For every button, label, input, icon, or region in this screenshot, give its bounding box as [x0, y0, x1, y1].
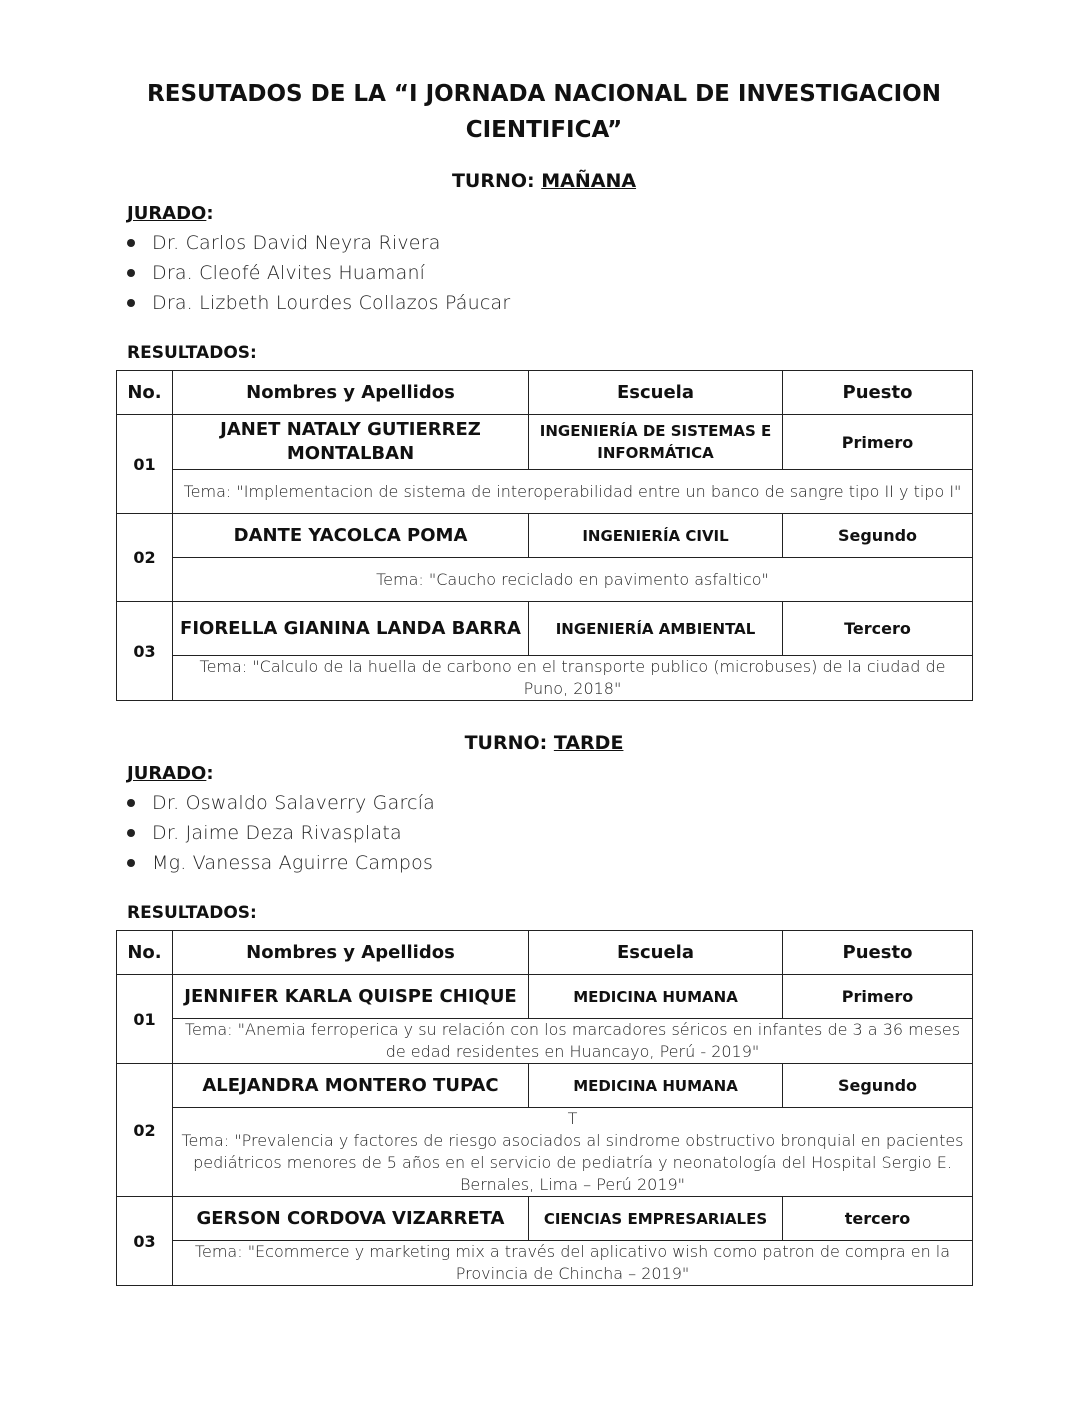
col-header-place: Puesto	[783, 931, 973, 975]
jurado-label: JURADO	[127, 763, 207, 784]
bullet-icon	[127, 269, 135, 277]
turno-tarde-heading	[0, 732, 1088, 754]
col-header-school: Escuela	[529, 931, 783, 975]
bullet-icon	[127, 299, 135, 307]
table-row-tema	[117, 1108, 973, 1197]
turno-manana-heading	[0, 170, 1088, 192]
tema-text: Tema: "Prevalencia y factores de riesgo asociados al sindrome obstructivo bronquial en pacientes pediátricos menores de 5 años en el servicio de pediatría y neonatología del Hospital Sergio E. Bernales, Lima – Perú 2019"	[181, 1131, 964, 1194]
bullet-icon	[127, 829, 135, 837]
resultados-tarde-heading: RESULTADOS:	[127, 903, 257, 923]
jurado-member	[127, 788, 435, 818]
row-number: 02	[117, 514, 173, 602]
jurado-member	[127, 228, 510, 258]
school-name: INGENIERÍA CIVIL	[529, 514, 783, 558]
table-row	[117, 975, 973, 1019]
table-row-tema	[117, 1019, 973, 1064]
row-number: 01	[117, 415, 173, 514]
participant-name: GERSON CORDOVA VIZARRETA	[173, 1197, 529, 1241]
participant-name: JENNIFER KARLA QUISPE CHIQUE	[173, 975, 529, 1019]
jurado-colon: :	[206, 203, 214, 224]
participant-name: DANTE YACOLCA POMA	[173, 514, 529, 558]
col-header-no: No.	[117, 931, 173, 975]
jurado-member	[127, 818, 435, 848]
col-header-school: Escuela	[529, 371, 783, 415]
table-row	[117, 1197, 973, 1241]
jurado-colon: :	[206, 763, 214, 784]
place: Segundo	[783, 1064, 973, 1108]
jurado-member-name: Dr. Oswaldo Salaverry García	[152, 792, 436, 814]
title-line-1: RESUTADOS DE LA “I JORNADA NACIONAL DE INVESTIGACION	[147, 81, 941, 107]
school-name: MEDICINA HUMANA	[529, 1064, 783, 1108]
table-row	[117, 602, 973, 656]
jurado-manana-heading	[127, 203, 214, 224]
place: Segundo	[783, 514, 973, 558]
jurado-member-name: Dr. Jaime Deza Rivasplata	[152, 822, 402, 844]
tema-text: Tema: "Implementacion de sistema de interoperabilidad entre un banco de sangre tipo II y tipo I"	[173, 470, 973, 514]
col-header-name: Nombres y Apellidos	[173, 371, 529, 415]
table-row	[117, 1064, 973, 1108]
table-row	[117, 415, 973, 470]
place: Tercero	[783, 602, 973, 656]
table-header-row	[117, 371, 973, 415]
turno-label: TURNO:	[451, 170, 542, 192]
school-name: MEDICINA HUMANA	[529, 975, 783, 1019]
resultados-manana-heading: RESULTADOS:	[127, 343, 257, 363]
title-line-2: CIENTIFICA”	[465, 117, 623, 143]
school-name: CIENCIAS EMPRESARIALES	[529, 1197, 783, 1241]
jurado-label: JURADO	[127, 203, 207, 224]
col-header-place: Puesto	[783, 371, 973, 415]
results-table-tarde	[116, 930, 973, 1286]
jurado-member	[127, 288, 510, 318]
jurado-member-name: Dra. Lizbeth Lourdes Collazos Páucar	[152, 292, 511, 314]
tema-text: Tema: "Caucho reciclado en pavimento asfaltico"	[173, 558, 973, 602]
participant-name: ALEJANDRA MONTERO TUPAC	[173, 1064, 529, 1108]
table-row-tema	[117, 470, 973, 514]
turno-label: TURNO:	[464, 732, 554, 754]
school-name: INGENIERÍA DE SISTEMAS E INFORMÁTICA	[529, 415, 783, 470]
jurado-member	[127, 258, 510, 288]
results-table-manana	[116, 370, 973, 701]
row-number: 03	[117, 1197, 173, 1286]
place: Primero	[783, 975, 973, 1019]
row-number: 03	[117, 602, 173, 701]
jurado-tarde-heading	[127, 763, 214, 784]
turno-value: TARDE	[553, 732, 624, 754]
jurado-member-name: Mg. Vanessa Aguirre Campos	[152, 852, 434, 874]
tema-cell	[173, 1108, 973, 1197]
jurado-member	[127, 848, 435, 878]
bullet-icon	[127, 799, 135, 807]
jurado-member-name: Dr. Carlos David Neyra Rivera	[152, 232, 441, 254]
table-row-tema	[117, 1241, 973, 1286]
bullet-icon	[127, 859, 135, 867]
tema-text: Tema: "Anemia ferroperica y su relación con los marcadores séricos en infantes de 3 a 36 meses de edad residentes en Huancayo, Perú - 2019"	[173, 1019, 973, 1064]
col-header-name: Nombres y Apellidos	[173, 931, 529, 975]
jurado-manana-list	[127, 228, 510, 318]
jurado-tarde-list	[127, 788, 435, 878]
table-row-tema	[117, 656, 973, 701]
participant-name: JANET NATALY GUTIERREZ MONTALBAN	[173, 415, 529, 470]
row-number: 02	[117, 1064, 173, 1197]
row-number: 01	[117, 975, 173, 1064]
tema-text: Tema: "Calculo de la huella de carbono en el transporte publico (microbuses) de la ciudad de Puno, 2018"	[173, 656, 973, 701]
place: tercero	[783, 1197, 973, 1241]
participant-name: FIORELLA GIANINA LANDA BARRA	[173, 602, 529, 656]
place: Primero	[783, 415, 973, 470]
table-row	[117, 514, 973, 558]
turno-value: MAÑANA	[541, 170, 637, 192]
jurado-member-name: Dra. Cleofé Alvites Huamaní	[152, 262, 426, 284]
stray-text-mark: T	[567, 1109, 578, 1128]
school-name: INGENIERÍA AMBIENTAL	[529, 602, 783, 656]
table-header-row	[117, 931, 973, 975]
bullet-icon	[127, 239, 135, 247]
col-header-no: No.	[117, 371, 173, 415]
table-row-tema	[117, 558, 973, 602]
document-title	[130, 76, 958, 148]
tema-text: Tema: "Ecommerce y marketing mix a través del aplicativo wish como patron de compra en la Provincia de Chincha – 2019"	[173, 1241, 973, 1286]
